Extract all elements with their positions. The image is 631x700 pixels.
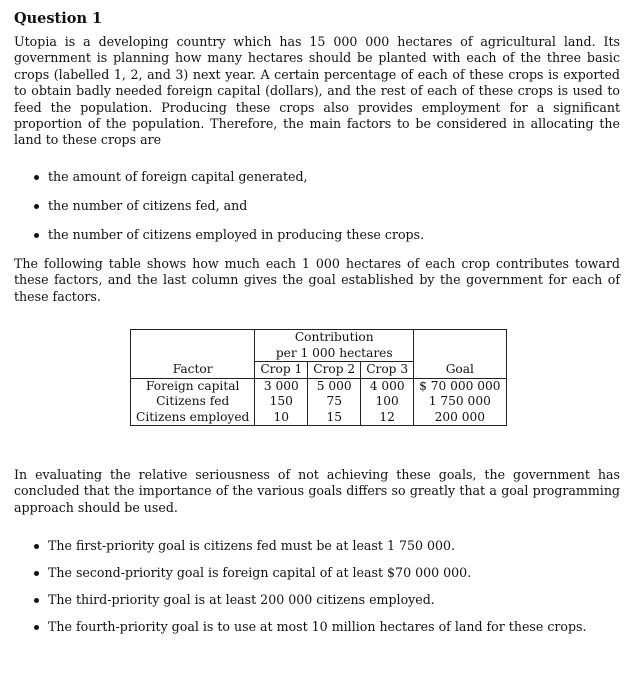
value-cell: 4 000 (361, 378, 414, 394)
value-cell: 3 000 (255, 378, 308, 394)
priority-list (14, 538, 620, 635)
contribution-header: Contribution (255, 330, 414, 346)
goal-cell: 200 000 (414, 410, 506, 426)
value-cell: 75 (308, 394, 361, 410)
crop-header: Crop 2 (308, 362, 361, 379)
goal-cell: $ 70 000 000 (414, 378, 506, 394)
value-cell: 150 (255, 394, 308, 410)
contribution-table-wrapper (130, 329, 620, 426)
value-cell: 12 (361, 410, 414, 426)
list-item: The fourth-priority goal is to use at most 10 million hectares of land for these crops. (14, 619, 620, 635)
intro-paragraph: Utopia is a developing country which has 15 000 000 hectares of agricultural land. Its government is planning how many hectares should be planted with each of the three basic crops (labelled 1, 2, and 3) next year. A certain percentage of each of these crops is exported to obtain badly needed foreign capital (dollars), and the rest of each of these crops is used to feed the population. Producing these crops also provides employment for a significant proportion of the population. Therefore, the main factors to be considered in allocating the land to these crops are (14, 34, 620, 148)
goal-cell: 1 750 000 (414, 394, 506, 410)
value-cell: 100 (361, 394, 414, 410)
factor-cell: Foreign capital (131, 378, 255, 394)
question-title: Question 1 (14, 10, 103, 27)
list-item: The second-priority goal is foreign capital of at least $70 000 000. (14, 565, 620, 581)
crop-header: Crop 1 (255, 362, 308, 379)
table-header-row (131, 362, 507, 379)
list-item: the number of citizens fed, and (14, 198, 620, 214)
table-header-row (131, 330, 507, 346)
table-header-row (131, 346, 507, 362)
question-document (14, 10, 620, 646)
value-cell: 5 000 (308, 378, 361, 394)
list-item: The third-priority goal is at least 200 000 citizens employed. (14, 592, 620, 608)
factor-cell: Citizens employed (131, 410, 255, 426)
list-item: The first-priority goal is citizens fed must be at least 1 750 000. (14, 538, 620, 554)
factor-list (14, 169, 620, 243)
goal-header: Goal (414, 362, 506, 379)
value-cell: 10 (255, 410, 308, 426)
crop-header: Crop 3 (361, 362, 414, 379)
factor-cell: Citizens fed (131, 394, 255, 410)
per-header: per 1 000 hectares (255, 346, 414, 362)
evaluation-paragraph: In evaluating the relative seriousness of not achieving these goals, the government has concluded that the importance of the various goals differs so greatly that a goal programming approach should be used. (14, 467, 620, 515)
list-item: the amount of foreign capital generated, (14, 169, 620, 185)
table-intro-paragraph: The following table shows how much each 1 000 hectares of each crop contributes toward these factors, and the last column gives the goal established by the government for each of these factors. (14, 255, 620, 304)
table-row (131, 378, 507, 394)
factor-header: Factor (131, 362, 255, 379)
list-item: the number of citizens employed in producing these crops. (14, 227, 620, 243)
contribution-table (130, 329, 507, 426)
value-cell: 15 (308, 410, 361, 426)
table-row (131, 410, 507, 426)
table-row (131, 394, 507, 410)
